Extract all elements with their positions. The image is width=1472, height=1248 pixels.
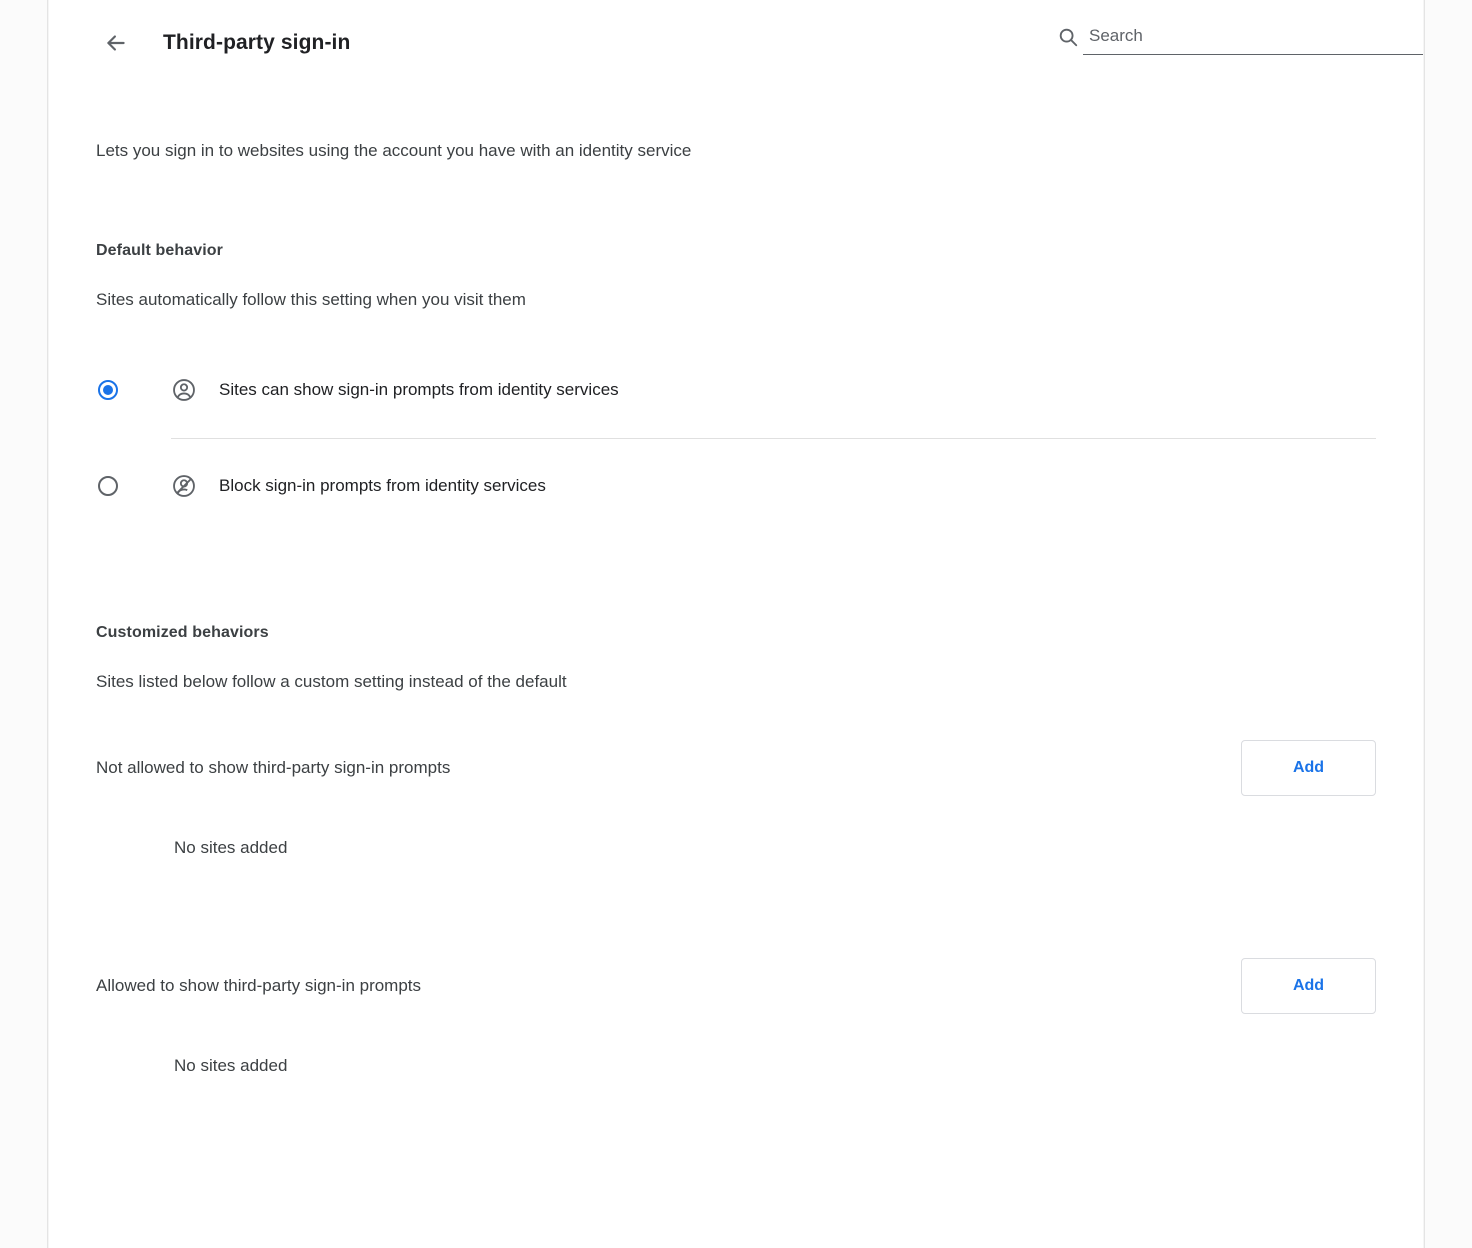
allowed-empty-text: No sites added (174, 1056, 288, 1076)
search-bar (1053, 22, 1423, 55)
radio-block-indicator[interactable] (98, 476, 118, 496)
radio-option-block[interactable] (96, 438, 1376, 534)
not-allowed-empty-text: No sites added (174, 838, 288, 858)
search-input[interactable] (1083, 24, 1423, 55)
account-blocked-icon (170, 472, 198, 500)
default-behavior-title: Default behavior (96, 242, 223, 260)
option-divider (171, 438, 1376, 439)
not-allowed-label: Not allowed to show third-party sign-in prompts (96, 758, 451, 778)
account-circle-icon (170, 376, 198, 404)
intro-description: Lets you sign in to websites using the account you have with an identity service (96, 141, 692, 160)
allowed-header (96, 958, 1376, 1014)
left-gutter (0, 0, 48, 1248)
radio-allow-indicator[interactable] (98, 380, 118, 400)
page-header (49, 0, 1423, 86)
allowed-label: Allowed to show third-party sign-in prompts (96, 976, 422, 996)
radio-option-allow[interactable] (96, 342, 1376, 438)
settings-body (49, 140, 1423, 1076)
back-button[interactable] (96, 23, 136, 63)
not-allowed-block (96, 740, 1376, 858)
settings-card (49, 0, 1423, 1248)
default-behavior-subtitle: Sites automatically follow this setting when you visit them (96, 290, 526, 310)
default-behavior-options (96, 342, 1376, 534)
add-not-allowed-button[interactable]: Add (1241, 740, 1376, 796)
allowed-block (96, 958, 1376, 1076)
radio-block-label: Block sign-in prompts from identity services (219, 476, 546, 496)
customized-behaviors-subtitle: Sites listed below follow a custom setting instead of the default (96, 672, 567, 692)
block-spacer (96, 858, 1376, 910)
not-allowed-header (96, 740, 1376, 796)
right-gutter (1424, 0, 1472, 1248)
customized-behaviors-title: Customized behaviors (96, 624, 269, 642)
search-icon (1053, 22, 1083, 52)
page-title: Third-party sign-in (163, 31, 351, 54)
arrow-back-icon (103, 30, 129, 56)
radio-allow-label: Sites can show sign-in prompts from identity services (219, 380, 619, 400)
add-allowed-button[interactable]: Add (1241, 958, 1376, 1014)
